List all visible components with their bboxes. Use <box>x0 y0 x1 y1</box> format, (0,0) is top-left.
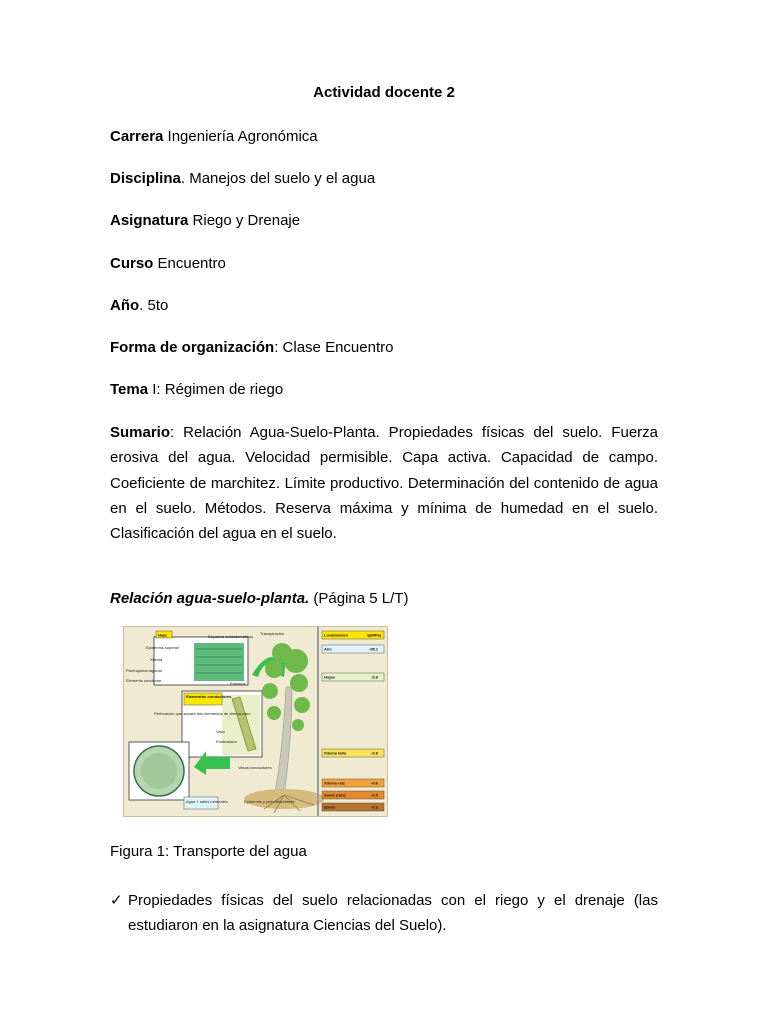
label-vasos-conductores: Vasos conductores <box>238 765 272 770</box>
label-agua-sales: Agua + sales minerales <box>186 799 228 804</box>
checkmark-icon: ✓ <box>110 892 123 909</box>
figure-illustration <box>124 627 387 816</box>
field-value: Encuentro <box>157 255 226 272</box>
field-label: Disciplina <box>110 170 181 187</box>
document-title: Actividad docente 2 <box>313 84 455 101</box>
label-transpiracion: Transpiración <box>260 631 285 636</box>
label-hoja: Hoja <box>158 632 167 638</box>
bullet-item <box>110 888 658 939</box>
label-elemento-conductor: Elemento conductor <box>126 678 162 683</box>
figure-water-transport <box>123 626 388 817</box>
field-ano: Año. 5to <box>110 297 169 314</box>
field-value: Clase Encuentro <box>282 339 394 356</box>
field-value: I: Régimen de riego <box>152 381 284 398</box>
label-punteadura: Punteadura <box>216 739 237 744</box>
field-carrera <box>110 127 658 147</box>
table-row-value: -0.6 <box>371 780 378 786</box>
table-row-name: Xilema tallo <box>324 750 347 756</box>
section-page-ref: (Página 5 L/T) <box>309 590 409 607</box>
table-row-value: -0.5 <box>371 792 378 798</box>
sumario-text: : Relación Agua-Suelo-Planta. Propiedades físicas del suelo. Fuerza erosiva del agua. Velocidad permisible. Capa activa. Capacidad de campo. Coeficiente de marchitez. Límite productivo. Determinación del contenido de agua en el suelo. Métodos. Reserva máxima y mínima de humedad en el suelo. Clasificación del agua en el suelo. <box>110 424 658 543</box>
table-row-value: -0.8 <box>371 750 378 756</box>
table-row-name: Aire <box>324 646 332 652</box>
field-label: Curso <box>110 255 154 272</box>
field-label: Asignatura <box>110 212 189 229</box>
table-header-localizacion: Localización <box>324 632 349 638</box>
field-value: Riego y Drenaje <box>192 212 301 229</box>
label-vaso: Vaso <box>216 729 225 734</box>
label-elementos-conductores: Elementos conductores <box>186 694 232 699</box>
figure-caption: Figura 1: Transporte del agua <box>110 843 307 860</box>
field-forma-organizacion: Forma de organización: Clase Encuentro <box>110 339 394 356</box>
sumario-label: Sumario <box>110 424 171 441</box>
sumario-paragraph <box>110 420 658 546</box>
section-heading <box>110 589 408 609</box>
table-row-value: -0.8 <box>371 674 378 680</box>
field-label: Carrera <box>110 128 164 145</box>
table-row-name: Xilema raíz <box>324 780 345 786</box>
field-curso <box>110 254 658 274</box>
table-row-value: -95.1 <box>369 646 379 652</box>
label-epidermis-pelo: Epidermis y pelo absorbente <box>244 799 295 804</box>
table-row-value: -0.3 <box>371 804 378 810</box>
field-label: Forma de organización <box>110 339 275 356</box>
field-value: Ingeniería Agronómica <box>167 128 318 145</box>
table-row-name: Suelo <box>324 804 335 810</box>
field-disciplina: Disciplina. Manejos del suelo y el agua <box>110 170 376 187</box>
table-row-name: Suelo (raíz) <box>324 792 346 798</box>
label-espacios: Espacios subestomáticos <box>208 634 254 639</box>
label-parenquima: Parénquima lagunar <box>126 668 163 673</box>
table-row-name: Hojas <box>324 674 335 680</box>
label-xilema: Xilema <box>150 657 163 662</box>
field-value: Manejos del suelo y el agua <box>189 170 376 187</box>
label-epidermis-superior: Epidermis superior <box>146 645 180 650</box>
field-label: Tema <box>110 381 149 398</box>
field-value: 5to <box>147 297 169 314</box>
label-perforacion: Perforación que separa dos elementos de xilema vaso <box>154 711 251 716</box>
field-asignatura <box>110 211 658 231</box>
field-label: Año <box>110 297 140 314</box>
section-title: Relación agua-suelo-planta. <box>110 590 310 607</box>
table-header-psi: ψ(MPa) <box>367 632 381 638</box>
field-tema <box>110 380 658 400</box>
label-estomas: Estomas <box>230 681 246 686</box>
bullet-text: Propiedades físicas del suelo relacionadas con el riego y el drenaje (las estudiaron en la asignatura Ciencias del Suelo). <box>128 892 658 935</box>
